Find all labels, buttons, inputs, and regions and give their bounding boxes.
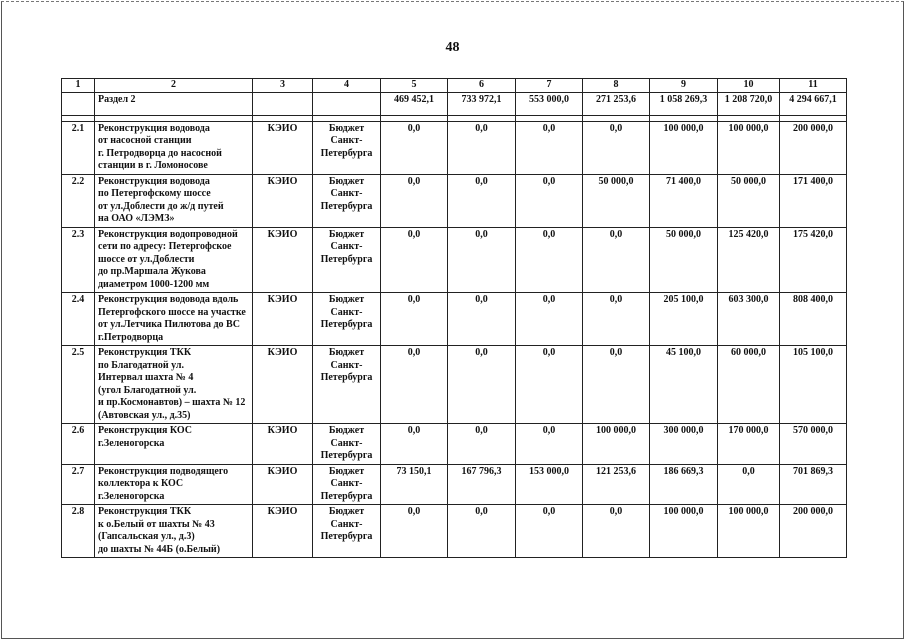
column-header: 9 (650, 79, 718, 93)
row-value: 50 000,0 (583, 174, 650, 227)
section-value: 1 208 720,0 (718, 92, 780, 115)
row-value: 0,0 (516, 174, 583, 227)
row-executor: КЭИО (253, 424, 313, 465)
row-number: 2.8 (62, 505, 95, 558)
row-value: 0,0 (516, 293, 583, 346)
row-value: 100 000,0 (650, 505, 718, 558)
row-value: 105 100,0 (780, 346, 847, 424)
section-empty-cell (253, 92, 313, 115)
row-title: Реконструкция водовода от насосной станции г. Петродворца до насосной станции в г. Ломоносове (95, 121, 253, 174)
table-row (62, 505, 847, 558)
row-value: 0,0 (381, 174, 448, 227)
row-value: 100 000,0 (718, 121, 780, 174)
section-value: 733 972,1 (448, 92, 516, 115)
row-number: 2.1 (62, 121, 95, 174)
row-value: 175 420,0 (780, 227, 847, 293)
budget-table (61, 78, 847, 558)
row-value: 200 000,0 (780, 121, 847, 174)
row-value: 0,0 (381, 227, 448, 293)
row-value: 0,0 (381, 424, 448, 465)
section-value: 553 000,0 (516, 92, 583, 115)
row-funding-source: Бюджет Санкт- Петербурга (313, 121, 381, 174)
row-value: 170 000,0 (718, 424, 780, 465)
row-executor: КЭИО (253, 227, 313, 293)
row-value: 0,0 (448, 293, 516, 346)
row-value: 603 300,0 (718, 293, 780, 346)
column-number-row (62, 79, 847, 93)
page-number: 48 (445, 40, 460, 55)
row-value: 0,0 (516, 424, 583, 465)
column-header: 3 (253, 79, 313, 93)
row-value: 100 000,0 (718, 505, 780, 558)
column-header: 10 (718, 79, 780, 93)
section-value: 271 253,6 (583, 92, 650, 115)
row-value: 701 869,3 (780, 464, 847, 505)
column-header: 6 (448, 79, 516, 93)
row-value: 570 000,0 (780, 424, 847, 465)
section-empty-cell (313, 92, 381, 115)
column-header: 11 (780, 79, 847, 93)
row-value: 73 150,1 (381, 464, 448, 505)
row-funding-source: Бюджет Санкт- Петербурга (313, 227, 381, 293)
row-executor: КЭИО (253, 505, 313, 558)
table-row (62, 121, 847, 174)
column-header: 1 (62, 79, 95, 93)
row-value: 167 796,3 (448, 464, 516, 505)
section-row (62, 92, 847, 115)
row-value: 50 000,0 (718, 174, 780, 227)
row-funding-source: Бюджет Санкт- Петербурга (313, 424, 381, 465)
table-row (62, 293, 847, 346)
row-value: 171 400,0 (780, 174, 847, 227)
row-value: 153 000,0 (516, 464, 583, 505)
row-number: 2.5 (62, 346, 95, 424)
row-value: 0,0 (516, 346, 583, 424)
row-title: Реконструкция водовода по Петергофскому шоссе от ул.Доблести до ж/д путей на ОАО «ЛЭМЗ» (95, 174, 253, 227)
section-label: Раздел 2 (95, 92, 253, 115)
row-funding-source: Бюджет Санкт- Петербурга (313, 346, 381, 424)
row-executor: КЭИО (253, 293, 313, 346)
row-funding-source: Бюджет Санкт- Петербурга (313, 293, 381, 346)
row-funding-source: Бюджет Санкт- Петербурга (313, 505, 381, 558)
row-value: 0,0 (381, 346, 448, 424)
row-value: 60 000,0 (718, 346, 780, 424)
table-row (62, 464, 847, 505)
row-value: 0,0 (448, 505, 516, 558)
row-value: 100 000,0 (583, 424, 650, 465)
section-value: 1 058 269,3 (650, 92, 718, 115)
row-value: 100 000,0 (650, 121, 718, 174)
row-value: 0,0 (516, 227, 583, 293)
row-title: Реконструкция водовода вдоль Петергофского шоссе на участке от ул.Летчика Пилютова до ВС г.Петродворца (95, 293, 253, 346)
column-header: 4 (313, 79, 381, 93)
row-number: 2.6 (62, 424, 95, 465)
row-number: 2.7 (62, 464, 95, 505)
row-value: 121 253,6 (583, 464, 650, 505)
row-value: 0,0 (516, 505, 583, 558)
row-funding-source: Бюджет Санкт- Петербурга (313, 464, 381, 505)
row-value: 0,0 (448, 121, 516, 174)
row-value: 0,0 (381, 293, 448, 346)
row-executor: КЭИО (253, 174, 313, 227)
row-executor: КЭИО (253, 121, 313, 174)
row-value: 71 400,0 (650, 174, 718, 227)
row-value: 125 420,0 (718, 227, 780, 293)
row-value: 45 100,0 (650, 346, 718, 424)
column-header: 5 (381, 79, 448, 93)
row-value: 186 669,3 (650, 464, 718, 505)
row-value: 0,0 (583, 505, 650, 558)
section-num-cell (62, 92, 95, 115)
row-title: Реконструкция ТКК по Благодатной ул. Интервал шахта № 4 (угол Благодатной ул. и пр.Космонавтов) – шахта № 12 (Автовская ул., д.35) (95, 346, 253, 424)
row-value: 300 000,0 (650, 424, 718, 465)
row-value: 0,0 (381, 505, 448, 558)
row-title: Реконструкция подводящего коллектора к КОС г.Зеленогорска (95, 464, 253, 505)
row-title: Реконструкция КОС г.Зеленогорска (95, 424, 253, 465)
row-title: Реконструкция ТКК к о.Белый от шахты № 43 (Гапсальская ул., д.3) до шахты № 44Б (о.Белый) (95, 505, 253, 558)
column-header: 8 (583, 79, 650, 93)
row-value: 200 000,0 (780, 505, 847, 558)
row-value: 0,0 (583, 293, 650, 346)
row-value: 0,0 (583, 121, 650, 174)
row-value: 0,0 (381, 121, 448, 174)
row-value: 0,0 (516, 121, 583, 174)
row-title: Реконструкция водопроводной сети по адресу: Петергофское шоссе от ул.Доблести до пр.Маршала Жукова диаметром 1000-1200 мм (95, 227, 253, 293)
row-value: 50 000,0 (650, 227, 718, 293)
row-value: 808 400,0 (780, 293, 847, 346)
table-row (62, 424, 847, 465)
row-value: 0,0 (448, 424, 516, 465)
row-value: 0,0 (448, 227, 516, 293)
row-funding-source: Бюджет Санкт- Петербурга (313, 174, 381, 227)
row-executor: КЭИО (253, 464, 313, 505)
column-header: 7 (516, 79, 583, 93)
row-value: 205 100,0 (650, 293, 718, 346)
table-row (62, 227, 847, 293)
section-value: 4 294 667,1 (780, 92, 847, 115)
row-value: 0,0 (448, 174, 516, 227)
table-row (62, 346, 847, 424)
table-row (62, 174, 847, 227)
row-number: 2.4 (62, 293, 95, 346)
row-number: 2.2 (62, 174, 95, 227)
column-header: 2 (95, 79, 253, 93)
row-value: 0,0 (718, 464, 780, 505)
row-value: 0,0 (583, 227, 650, 293)
section-value: 469 452,1 (381, 92, 448, 115)
row-value: 0,0 (583, 346, 650, 424)
row-executor: КЭИО (253, 346, 313, 424)
row-value: 0,0 (448, 346, 516, 424)
row-number: 2.3 (62, 227, 95, 293)
